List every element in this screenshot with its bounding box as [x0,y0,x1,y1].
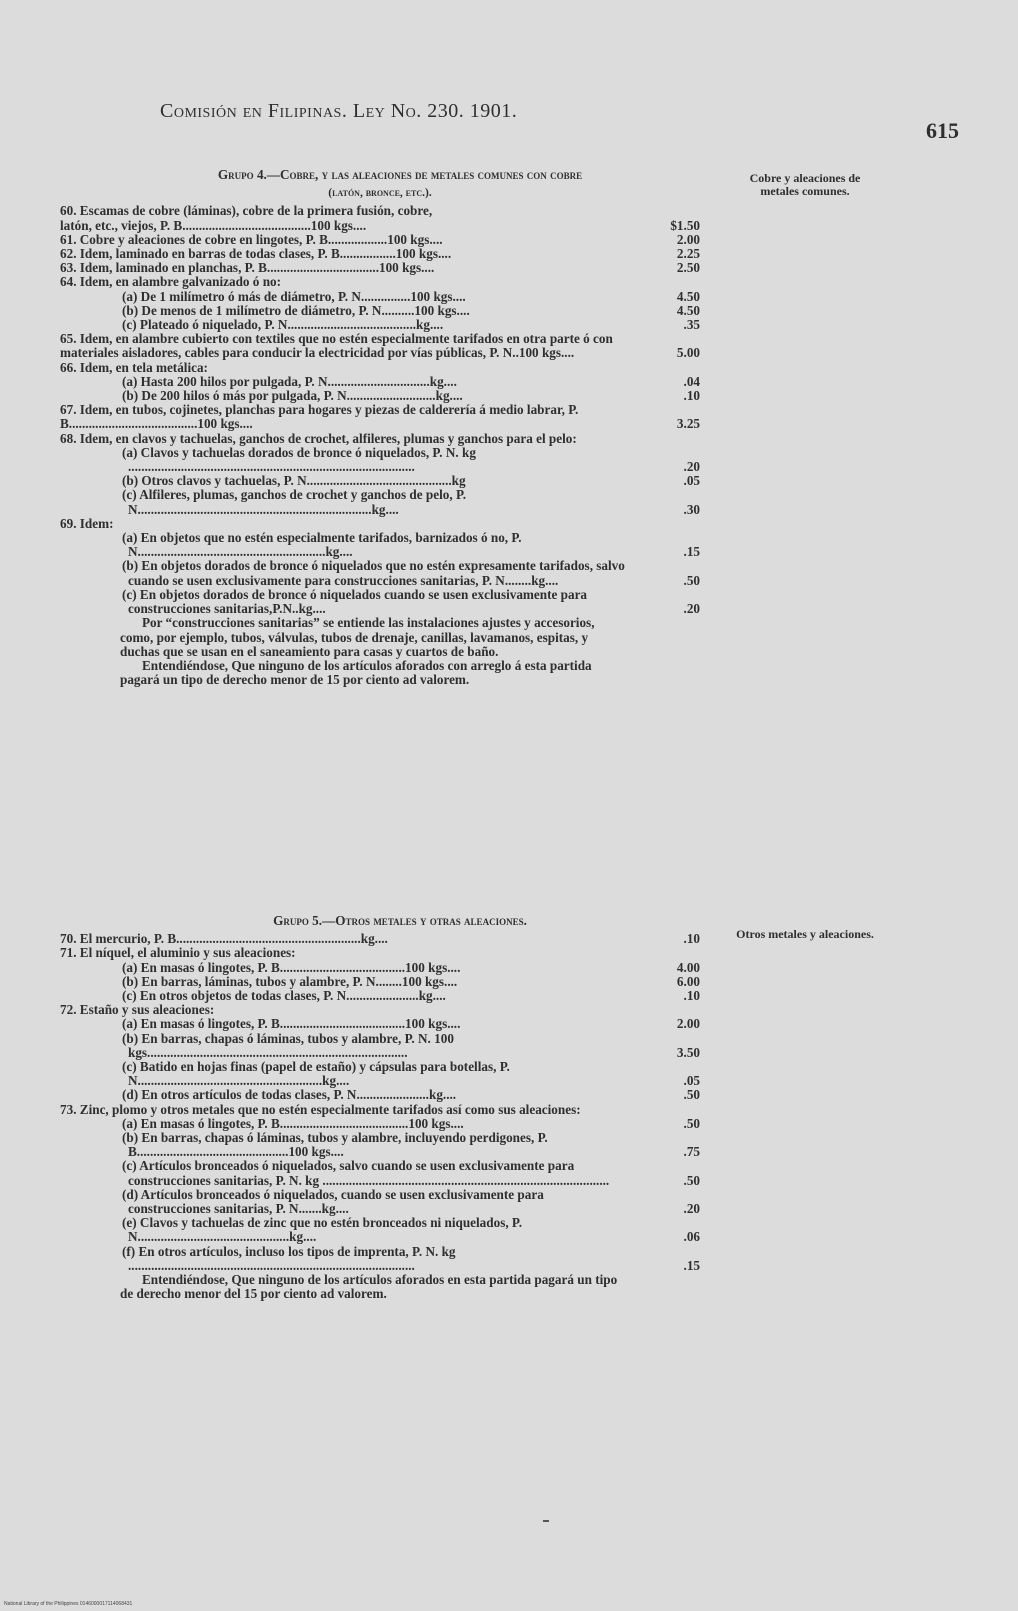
group5-note: Entendiéndose, Que ninguno de los artículos aforados en esta partida pagará un tipo de derecho menor del 15 por ciento ad valorem. [120,1272,618,1302]
item-rate: .75 [683,1144,700,1160]
item-text: 69. Idem: [60,515,114,531]
item-rate: .04 [683,373,700,389]
tariff-subitem [60,975,700,989]
tariff-subitem [60,588,700,616]
item-rate: 4.00 [676,959,700,975]
item-rate: .50 [683,572,700,588]
item-text: (c) En objetos dorados de bronce ó niquelados cuando se usen exclusivamente para construcciones sanitarias,P.N..kg.... [122,586,588,617]
item-rate: 2.50 [676,260,700,276]
item-text: (c) En otros objetos de todas clases, P. N......................kg.... [122,988,446,1004]
tariff-subitem [60,1117,700,1131]
item-text: 68. Idem, en clavos y tachuelas, ganchos de crochet, alfileres, plumas y ganchos para el pelo: [60,430,577,446]
item-text: (a) En masas ó lingotes, P. B.......................................100 kgs.... [122,1115,464,1131]
item-text: (c) Alfileres, plumas, ganchos de crochet y ganchos de pelo, P. N.......................................................................kg.... [122,487,467,517]
tariff-subitem [60,559,700,587]
item-rate: $1.50 [670,217,700,233]
tariff-subitem [60,1032,700,1060]
tariff-subitem [60,1188,700,1216]
margin-note-group4: Cobre y aleaciones de metales comunes. [749,171,861,198]
tariff-subitem [60,318,700,332]
item-text: 71. El níquel, el aluminio y sus aleaciones: [60,945,296,961]
item-text: (f) En otros artículos, incluso los tipos de imprenta, P. N. kg ....................................................................................... [122,1243,456,1273]
item-rate: .10 [683,388,700,404]
item-text: 62. Idem, laminado en barras de todas clases, P. B.................100 kgs.... [60,246,452,262]
item-text: latón, etc., viejos, P. B.......................................100 kgs.... [60,217,367,233]
item-text: (a) En masas ó lingotes, P. B......................................100 kgs.... [122,1016,461,1032]
page-mark [543,1520,549,1522]
group5-entries [60,932,700,1273]
item-rate: .50 [683,1087,700,1103]
tariff-subitem [60,488,700,516]
tariff-subitem [60,961,700,975]
item-rate: 3.50 [676,1044,700,1060]
group4-note: Por “construcciones sanitarias” se entiende las instalaciones ajustes y accesorios, como, por ejemplo, tubos, válvulas, tubos de drenaje, canillas, lavamanos, espitas, y duchas que se usan en el saneamiento para casas y cuartos de baño. [120,615,595,659]
tariff-item [60,247,700,261]
tariff-subitem [60,290,700,304]
tariff-subitem [60,446,700,474]
item-rate: 4.50 [676,288,700,304]
item-text: (b) En barras, láminas, tubos y alambre, P. N........100 kgs.... [122,973,458,989]
item-text: 61. Cobre y aleaciones de cobre en lingotes, P. B..................100 kgs.... [60,231,443,247]
item-text: 64. Idem, en alambre galvanizado ó no: [60,274,282,290]
group4-title: Grupo 4.—Cobre, y las aleaciones de metales comunes con cobre [217,167,583,182]
item-rate: .06 [683,1229,700,1245]
running-head: Comisión en Filipinas. Ley No. 230. 1901. [160,100,518,122]
tariff-item [60,932,700,946]
item-rate: .50 [683,1115,700,1131]
item-rate: 2.25 [676,246,700,262]
item-rate: .20 [683,459,700,475]
tariff-subitem [60,1159,700,1187]
tariff-subitem [60,1131,700,1159]
item-text: (c) Artículos bronceados ó niquelados, salvo cuando se usen exclusivamente para construcciones sanitarias, P. N. kg ....................................................................................... [122,1158,610,1188]
library-footer: National Library of the Philippines 0146000017114068431 [4,1601,133,1607]
item-text: (b) De menos de 1 milímetro de diámetro, P. N..........100 kgs.... [122,302,470,318]
item-rate: .50 [683,1172,700,1188]
item-text: (a) De 1 milímetro ó más de diámetro, P. N...............100 kgs.... [122,288,466,304]
item-rate: .10 [683,931,700,947]
item-text: (c) Plateado ó niquelado, P. N.......................................kg.... [122,317,444,333]
item-rate: .15 [683,544,700,560]
item-rate: .10 [683,988,700,1004]
item-rate: .05 [683,473,700,489]
tariff-subitem [60,389,700,403]
item-text: 67. Idem, en tubos, cojinetes, planchas para hogares y piezas de calderería á medio labrar, P. B.......................................100 kgs.... [60,402,579,432]
item-text: 72. Estaño y sus aleaciones: [60,1002,215,1018]
page-number: 615 [926,118,959,143]
tariff-subitem [60,474,700,488]
item-text: (a) En objetos que no estén especialmente tarifados, barnizados ó no, P. N.........................................................kg.... [122,530,522,560]
item-text: (a) Hasta 200 hilos por pulgada, P. N...............................kg.... [122,373,457,389]
tariff-subitem [60,1060,700,1088]
item-text: 70. El mercurio, P. B........................................................kg.... [60,931,388,947]
tariff-item [60,361,700,375]
item-rate: 6.00 [676,973,700,989]
tariff-item [60,219,700,233]
group4-section [60,162,700,687]
tariff-subitem [60,304,700,318]
item-text: (c) Batido en hojas finas (papel de estaño) y cápsulas para botellas, P. N........................................................kg.... [122,1059,510,1089]
item-rate: .30 [683,501,700,517]
tariff-subitem [60,1245,700,1273]
tariff-item [60,1103,700,1117]
item-text: (d) Artículos bronceados ó niquelados, cuando se usen exclusivamente para construcciones sanitarias, P. N.......kg.... [122,1186,544,1217]
group5-section [60,908,700,1301]
item-text: 63. Idem, laminado en planchas, P. B..................................100 kgs.... [60,260,435,276]
item-rate: 4.50 [676,302,700,318]
tariff-subitem [60,989,700,1003]
tariff-item [60,233,700,247]
group4-subtitle: (latón, bronce, etc.). [328,187,432,200]
item-rate: .20 [683,601,700,617]
tariff-item [60,517,700,531]
group4-entries [60,204,700,616]
group5-title: Grupo 5.—Otros metales y otras aleaciones. [273,913,527,928]
tariff-item [60,261,700,275]
item-text: (a) Clavos y tachuelas dorados de bronce ó niquelados, P. N. kg ....................................................................................... [122,444,476,475]
item-rate: .05 [683,1073,700,1089]
item-rate: .20 [683,1201,700,1217]
item-text: (e) Clavos y tachuelas de zinc que no estén bronceados ni niquelados, P. N..............................................kg.... [122,1215,523,1245]
tariff-subitem [60,375,700,389]
item-text: 66. Idem, en tela metálica: [60,359,208,375]
item-text: 60. Escamas de cobre (láminas), cobre de la primera fusión, cobre, [60,203,433,219]
tariff-item [60,403,700,431]
item-text: (a) En masas ó lingotes, P. B......................................100 kgs.... [122,959,461,975]
tariff-subitem [60,531,700,559]
tariff-item [60,332,700,360]
item-text: 65. Idem, en alambre cubierto con textiles que no estén especialmente tarifados en otra parte ó con materiales aisladores, cables para conducir la electricidad por vías públicas, P. N..100 kgs.... [60,331,613,361]
tariff-subitem [60,1216,700,1244]
item-text: 73. Zinc, plomo y otros metales que no estén especialmente tarifados así como sus aleaciones: [60,1101,581,1117]
item-text: (b) En barras, chapas ó láminas, tubos y alambre, incluyendo perdigones, P. B..............................................100 kgs.... [122,1130,548,1160]
tariff-subitem [60,1088,700,1102]
item-text: (b) En objetos dorados de bronce ó niquelados que no estén expresamente tarifados, salvo cuando se usen exclusivamente para construcciones sanitarias, P. N........kg.... [122,558,625,588]
tariff-item [60,275,700,289]
group4-note-proviso: Entendiéndose, Que ninguno de los artículos aforados con arreglo á esta partida pagará un tipo de derecho menor de 15 por ciento ad valorem. [120,657,592,688]
item-text: (b) De 200 hilos ó más por pulgada, P. N...........................kg.... [122,388,463,404]
item-rate: 2.00 [676,231,700,247]
item-rate: 3.25 [676,416,700,432]
item-rate: 5.00 [676,345,700,361]
item-text: (b) Otros clavos y tachuelas, P. N............................................kg [122,473,466,489]
margin-note-group5: Otros metales y aleaciones. [736,927,874,941]
item-rate: .35 [683,317,700,333]
item-text: (b) En barras, chapas ó láminas, tubos y alambre, P. N. 100 kgs............................................................................... [122,1030,454,1060]
tariff-item [60,946,700,960]
item-rate: 2.00 [676,1016,700,1032]
tariff-item [60,204,700,218]
item-rate: .15 [683,1257,700,1273]
tariff-item [60,432,700,446]
tariff-subitem [60,1017,700,1031]
tariff-item [60,1003,700,1017]
item-text: (d) En otros artículos de todas clases, P. N......................kg.... [122,1087,457,1103]
